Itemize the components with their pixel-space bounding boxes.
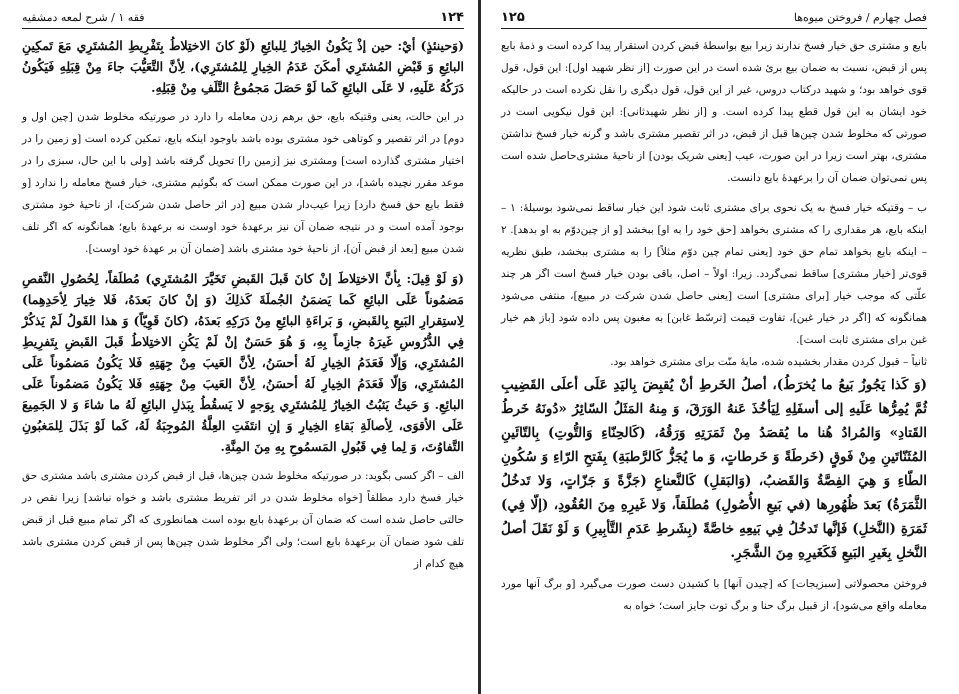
left-page-body [22, 35, 464, 575]
arabic-text-block-1: (وَ كَذا يَجُوزُ بَيعُ ما يُخرَطُ)، أصلُ الخَرطِ أنْ يُقبِضَ بِاليَدِ عَلَى أعلَى القَضِيبِ ثُمَّ يُمِرُّها عَلَيهِ إلى أسفَلِهِ لِيَأخُذَ عَنهُ الوَرَقَ، وَ مِنهُ المَثَلُ السّائِرُ «دُونَهُ خَرطُ القَتادِ» وَالمُرادُ هُنا ما يُقصَدُ مِنْ ثَمَرَتِهِ وَرَقُهُ، (كَالحِنّاءِ وَالتُّوتِ) بِالتّائَينِ المُثَنّاتَينِ مِنْ فَوقٍ (خَرطَةً وَ خَرطاتٍ، وَ ما يُجَزُّ كَالرَّطبَةِ) بِفَتحِ الرّاءِ وَ سُكُونِ الطّاءِ وَ هِيَ الفِصَّةُ وَالقَضبُ، (وَالبَقلِ) كَالنَّعناعِ (جَزَّةً وَ جَزّاتٍ، وَلا تَدخُلُ الثَّمَرَةُ) بَعدَ ظُهُورِها (في بَيعِ الأُصُولِ) مُطلَقاً، وَلا غَيرِهِ مِنَ العُقُودِ، (إلّا فِي) ثَمَرَةِ (النَّخلِ) فَإنَّها تَدخُلُ فِي بَيعِهِ خاصَّةً (بِشَرطِ عَدَمِ التَّأبِيرِ) وَ لَوْ نَقَلَ أصلُ النَّخلِ بِغَيرِ البَيعِ فَكَغَيرِهِ مِنَ الشَّجَرِ. [501, 377, 927, 561]
persian-text-block-4: فروختن محصولاتی [سبزیجات] که [چیدن آنها] با کشیدن دست صورت می‌گیرد [و برگ آنها مورد معامله واقع می‌شود]، از قبیل برگ حنا و برگ توت جایز است؛ خواه به [501, 578, 927, 612]
persian-text-block-2: ب – وقتیکه خیار فسخ به یک نحوی برای مشتری ثابت شود این خیار ساقط نمی‌شود بوسیلهٔ: ۱ – اینکه بایع، هر مقداری را که مشتری بخواهد [حق خود را به او] ببخشد [و از چین‌دوّم به او بدهد]. ۲ – اینکه بایع بخواهد تمام حق خود [یعنی تمام چین دوّم مثلاً] را به مشتری ببخشد، طبق نظریه قوی‌تر [خیار مشتری] ساقط نمی‌گردد. زیرا: اولاً – اصل، باقی بودن خیار فسخ است اگر هر چند علّتی که موجب خیار [برای مشتری] است [یعنی حاصل شدن شرکت در مبیع]، منتفی می‌شود همانگونه که [اگر در خیار غبن]، تفاوت قیمت [ترسّط غابن] به مغبون پس داده شود [باز هم خیار غبن برای مشتری ثابت است]. [501, 202, 928, 346]
left-page-number: ۱۲۴ [440, 10, 464, 25]
right-page-body [501, 35, 927, 617]
right-page [481, 0, 959, 694]
persian-text-block-2: الف – اگر کسی بگوید: در صورتیکه مخلوط شدن چین‌ها، قبل از قبض کردن مشتری باشد مشتری حق خیار فسخ دارد مطلقاً [خواه مخلوط شدن در اثر تفریط مشتری باشد و خواه نباشد] زیرا نقص در حالتی حاصل شده است که ضمان آن برعهدهٔ بایع بوده است همانطوری که اگر تمام مبیع قبل از قبض تلف شود ضمان آن برعهدهٔ بایع است؛ ولی اگر مخلوط شدن چین‌ها پس از قبض کردن مشتری باشد هیچ کدام از [22, 470, 464, 570]
arabic-text-block-2: (وَ لَوْ قِيلَ: بِأنَّ الاختِلاطَ إنْ كانَ قَبلَ القَبضِ تَخَيَّرَ المُشتَرِي) مُطلَقاً، لِحُصُولِ النَّقصِ مَضمُوناً عَلَى البائِعِ كَما يَضمَنُ الجُملَةَ كَذلِكَ (وَ إنْ كانَ بَعدَهُ، فَلا خِيارَ لِأحَدِهِما) لِاستِقرارِ البَيعِ بِالقَبضِ، وَ بَراءَةِ البائِعِ مِنْ دَرَكِهِ بَعدَهُ، (كانَ قَوِيّاً) وَ هذا القَولُ لَمْ يَذكُرْ فِي الدُّرُوسِ غَيرَهُ جازِماً بِهِ، وَ هُوَ حَسَنٌ إنْ لَمْ يَكُنِ الاختِلاطُ قَبلَ القَبضِ بِتَفرِيطِ المُشتَرِي، وَإلّا فَعَدَمُ الخِيارِ لَهُ أحسَنُ، لِأنَّ العَيبَ مِنْ جِهَتِهِ فَلا يَكُونُ مَضمُوناً عَلَى المُشتَرِي، وَإلّا فَعَدَمُ الخِيارِ لَهُ أحسَنُ، لِأنَّ العَيبَ مِنْ جِهَتِهِ فَلا يَكُونُ مَضمُوناً عَلَى البائِعِ. وَ حَيثُ يَثبُتُ الخِيارُ لِلمُشتَرِي بِوَجهٍ لا يَسقُطُ بِبَذلِ البائِعِ لَهُ ما شاءَ وَ لا الجَمِيعَ عَلَى الأقوَى، لِأصالَةِ بَقاءِ الخِيارِ وَ إنِ انتَفَتِ العِلَّةُ المُوجِبَةُ لَهُ، كَما لَوْ بَذَلَ لِلمَغبُونِ التَّفاوُتَ، وَ لِما فِي قَبُولِ المَسمُوحِ بِهِ مِنَ المِنَّةِ. [22, 271, 464, 454]
persian-text-block-1: در این حالت، یعنی وقتیکه بایع، حق برهم زدن معامله را دارد در صورتیکه مخلوط شدن [چین اول و دوم] در اثر تقصیر و کوتاهی خود مشتری بوده باشد باوجود اینکه بایع، تمکین کرده است [و زمین را در اختیار مشتری گذارده است] ومشتری نیز [زمین را] تحویل گرفته باشد [ولی با این حال، سبزی را در موعد مقرر نچیده باشد]، در این صورت ممکن است که بگوئیم مشتری، خیار فسخ معامله را ندارد [و فقط بایع حق فسخ دارد] زیرا عیب‌دار شدن مبیع [در اثر حاصل شدن شرکت]، از ناحیهٔ خود مشتری بوجود آمده است و در نتیجه ضمان آن نیز برعهدهٔ خود اوست نه برعهدهٔ بایع؛ همانگونه که اگر تلف شدن مبیع [بعد از قبض آن]، از ناحیهٔ خود مشتری باشد [ضمان آن بر عهدهٔ خود اوست]. [22, 111, 464, 255]
right-page-header [501, 0, 927, 29]
right-page-number: ۱۲۵ [501, 10, 525, 25]
right-page-running-title: فصل چهارم / فروختن میوه‌ها [793, 11, 927, 24]
left-page [0, 0, 478, 694]
arabic-text-block-1: (وَحينئذٍ) أيْ: حين إذْ يَكُونُ الخِيارُ لِلبائِعِ (لَوْ كانَ الاختِلاطُ بِتَفْرِيطِ المُشتَرِي مَعَ تَمكِينِ البائِعِ وَ قَبْضِ المُشتَرِي أمكَنَ عَدَمُ الخِيارِ لِلمُشتَرِي)، لِأنَّ التَّعَيُّبَ جاءَ مِنْ قِبَلِهِ فَيَكُونُ دَرَكُهُ عَلَيهِ، لا عَلَى البائِعِ كَما لَوْ حَصَلَ مَجمُوعُ التَّلَفِ مِنْ قِبَلِهِ. [22, 38, 464, 95]
persian-text-block-1: بایع و مشتری حق خیار فسخ ندارند زیرا بیع بواسطهٔ قبض کردن استقرار پیدا کرده است و ذمهٔ بایع پس از قبض، نسبت به ضمان بیع بریٔ شده است در این صورت [از نظر شهید اول]: این قول، قول قوی خواهد بود؛ و شهید درکتاب دروس، غیر از این قول، قول دیگری را نقل نکرده است در حالیکه خود ایشان به این قول قطع پیدا کرده است. و [از نظر شهیدثانی]: این قول نیکویی است در صورتی که مخلوط شدن چین‌ها قبل از قبض، در اثر تقصیر مشتری‌ باشد و گرنه خیار فسخ نداشتن مشتری، بهتر است زیرا در این صورت، عیب [یعنی شریک بودن] از ناحیهٔ مشتری‌حاصل شده است پس نمی‌توان ضمان آن را برعهدهٔ بایع دانست. [501, 40, 927, 184]
left-page-header [22, 0, 464, 29]
persian-text-block-3: ثانیاً – قبول کردن مقدار بخشیده شده، مایهٔ منّت برای مشتری خواهد بود. [610, 356, 927, 368]
left-page-running-title: فقه ۱ / شرح لمعه دمشقیه [22, 11, 145, 24]
